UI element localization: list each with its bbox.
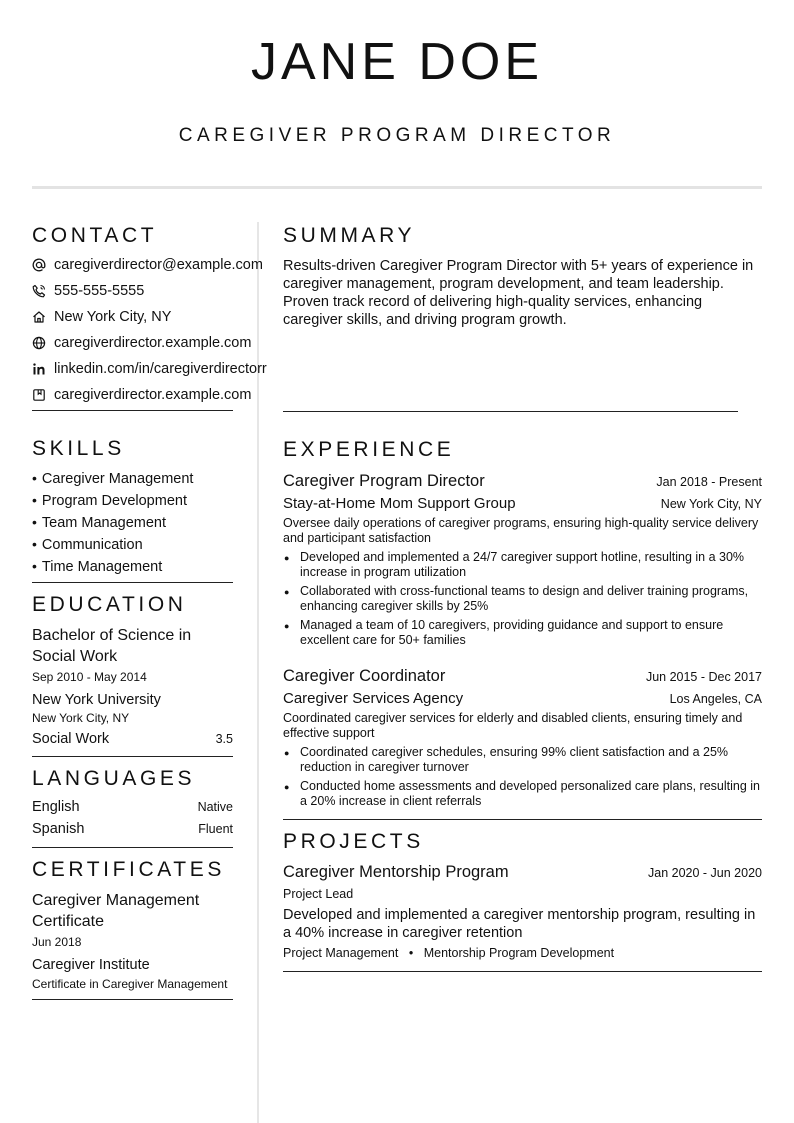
contact-linkedin[interactable]	[32, 356, 267, 382]
linkedin-icon	[32, 362, 46, 376]
certificates-section	[32, 856, 233, 1000]
contact-linkedin-text: linkedin.com/in/caregiverdirectorr	[54, 361, 267, 377]
resume-title: CAREGIVER PROGRAM DIRECTOR	[178, 125, 616, 146]
skill-item: • Program Development	[32, 492, 187, 509]
job-bullet: ● Collaborated with cross-functional teams to design and deliver training programs, enhancing caregiver skills by 25%	[283, 584, 762, 614]
header-divider	[32, 186, 762, 189]
certificate-description: Certificate in Caregiver Management	[32, 977, 228, 991]
project-title-row	[283, 861, 762, 883]
job-bullet: ● Coordinated caregiver schedules, ensuring 99% client satisfaction and a 25% reduction in caregiver turnover	[283, 745, 762, 775]
education-field: Social Work	[32, 731, 110, 747]
job-title-row	[283, 665, 762, 687]
right-column	[283, 222, 762, 972]
section-heading-contact: CONTACT	[32, 224, 158, 247]
section-rule	[32, 847, 233, 848]
job-dates: Jun 2015 - Dec 2017	[645, 670, 762, 684]
summary-text: Results-driven Caregiver Program Director with 5+ years of experience in caregiver management, program development, and team leadership. Proven track record of delivering high-quality services, enhancing caregiver skills, and driving program growth.	[283, 258, 754, 328]
project-tags	[283, 945, 762, 961]
section-rule	[32, 756, 233, 757]
education-gpa: 3.5	[215, 732, 233, 746]
phone-icon	[32, 284, 46, 298]
left-column	[32, 222, 267, 1000]
language-item: English Native	[32, 799, 233, 815]
section-rule	[32, 582, 233, 583]
job-bullet: ● Conducted home assessments and developed personalized care plans, resulting in a 20% increase in client referrals	[283, 779, 762, 809]
experience-entry	[283, 665, 762, 809]
home-icon	[32, 310, 46, 324]
job-bullet: ● Managed a team of 10 caregivers, providing guidance and support to ensure excellent care for 50+ families	[283, 618, 762, 648]
job-company: Caregiver Services Agency	[283, 690, 464, 707]
job-title-row	[283, 470, 762, 492]
education-section	[32, 591, 233, 757]
contact-location	[32, 304, 233, 330]
languages-section	[32, 765, 233, 848]
job-dates: Jan 2018 - Present	[656, 475, 762, 489]
project-description: Developed and implemented a caregiver mentorship program, resulting in a 40% increase in caregiver retention	[283, 907, 756, 941]
contact-section	[32, 222, 267, 411]
job-title: Caregiver Program Director	[283, 472, 485, 490]
skill-item: • Time Management	[32, 558, 163, 575]
education-school: New York University	[32, 692, 161, 708]
language-item: Spanish Fluent	[32, 821, 233, 837]
section-heading-languages: LANGUAGES	[32, 767, 196, 790]
contact-location-text: New York City, NY	[54, 309, 172, 325]
contact-portfolio[interactable]	[32, 382, 252, 408]
section-rule	[32, 999, 233, 1000]
contact-phone[interactable]	[32, 278, 233, 304]
job-bullets	[283, 745, 762, 809]
job-company: Stay-at-Home Mom Support Group	[283, 495, 516, 512]
job-bullet: ● Developed and implemented a 24/7 caregiver support hotline, resulting in a 30% increase in program utilization	[283, 550, 762, 580]
bookmark-icon	[32, 388, 46, 402]
contact-email-text: caregiverdirector@example.com	[54, 257, 263, 273]
projects-section	[283, 828, 762, 972]
job-location: Los Angeles, CA	[669, 692, 762, 706]
job-company-row	[283, 689, 762, 709]
section-rule	[32, 410, 233, 411]
project-name: Caregiver Mentorship Program	[283, 863, 509, 881]
section-heading-skills: SKILLS	[32, 437, 125, 460]
contact-portfolio-text: caregiverdirector.example.com	[54, 387, 252, 403]
education-field-row	[32, 729, 233, 749]
job-description: Coordinated caregiver services for elderly and disabled clients, ensuring timely and effective support	[283, 711, 743, 740]
at-icon	[32, 258, 46, 272]
experience-entry	[283, 470, 762, 648]
project-tag: Project Management	[283, 946, 399, 960]
job-bullets	[283, 550, 762, 648]
contact-email[interactable]	[32, 252, 263, 278]
skill-item: • Caregiver Management	[32, 470, 194, 487]
section-heading-summary: SUMMARY	[283, 224, 416, 247]
tag-separator: •	[408, 946, 414, 960]
project-dates: Jan 2020 - Jun 2020	[648, 866, 762, 880]
certificate-issuer: Caregiver Institute	[32, 957, 150, 973]
education-dates: Sep 2010 - May 2014	[32, 670, 147, 684]
skill-item: • Team Management	[32, 514, 167, 531]
section-heading-projects: PROJECTS	[283, 830, 424, 853]
project-tag: Mentorship Program Development	[423, 946, 615, 960]
contact-website-text: caregiverdirector.example.com	[54, 335, 252, 351]
skills-section	[32, 435, 233, 583]
job-description: Oversee daily operations of caregiver programs, ensuring high-quality service delivery and participant satisfaction	[283, 516, 759, 545]
contact-website[interactable]	[32, 330, 252, 356]
job-title: Caregiver Coordinator	[283, 667, 446, 685]
certificate-name: Caregiver Management Certificate	[32, 892, 200, 930]
education-degree: Bachelor of Science in Social Work	[32, 627, 192, 665]
section-rule	[283, 411, 738, 412]
experience-section	[283, 436, 762, 820]
section-rule	[283, 819, 762, 820]
section-rule	[283, 971, 762, 972]
certificate-date: Jun 2018	[32, 935, 82, 949]
section-heading-experience: EXPERIENCE	[283, 438, 455, 461]
contact-phone-text: 555-555-5555	[54, 283, 145, 299]
education-location: New York City, NY	[32, 711, 130, 725]
column-divider	[257, 222, 259, 1123]
resume-name: JANE DOE	[250, 33, 544, 91]
project-role: Project Lead	[283, 887, 354, 901]
summary-section	[283, 222, 762, 412]
globe-icon	[32, 336, 46, 350]
job-company-row	[283, 494, 762, 514]
skill-item: • Communication	[32, 536, 143, 553]
section-heading-education: EDUCATION	[32, 593, 187, 616]
job-location: New York City, NY	[660, 497, 762, 511]
section-heading-certificates: CERTIFICATES	[32, 858, 225, 881]
